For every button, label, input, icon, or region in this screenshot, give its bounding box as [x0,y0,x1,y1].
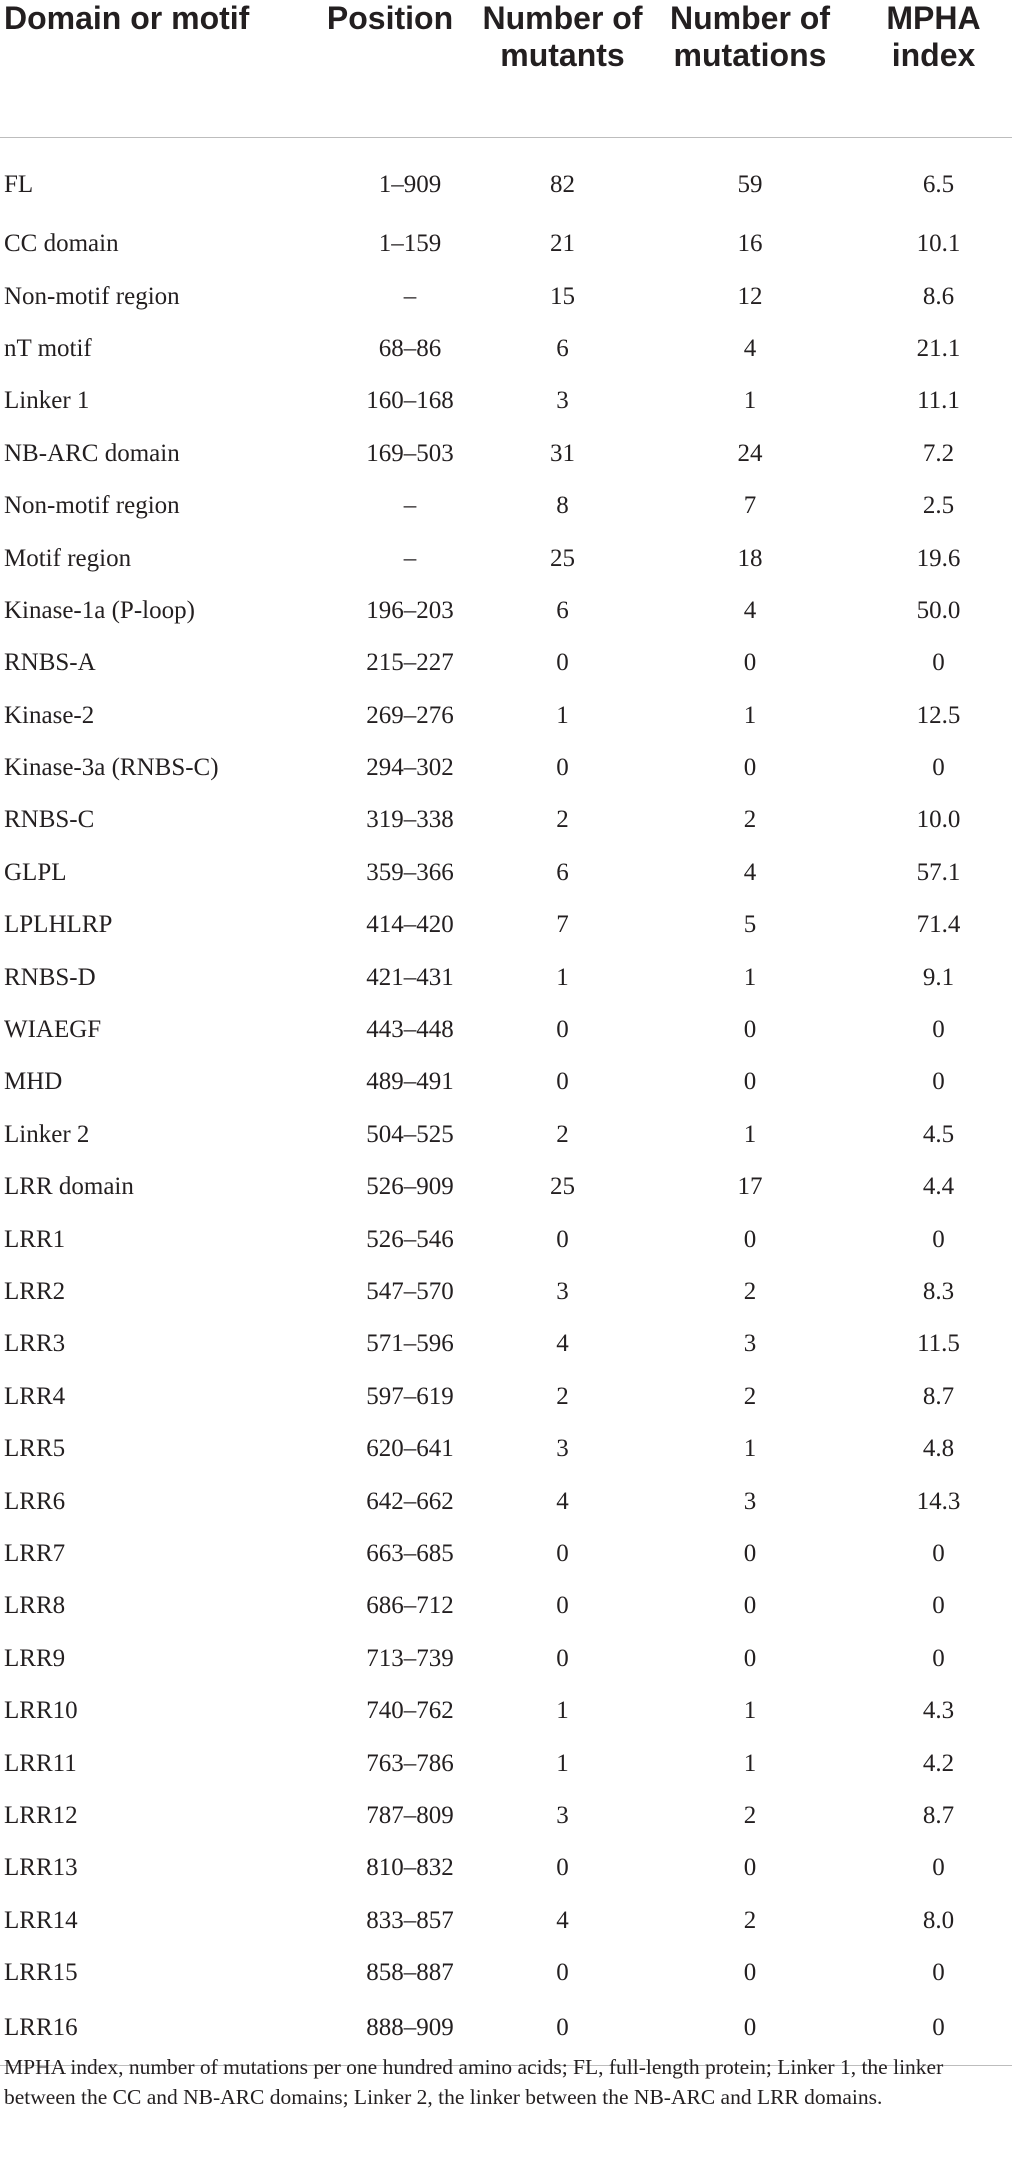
domain-cell: Kinase-1a (P-loop) [4,596,195,624]
position-cell: 294–302 [366,754,454,782]
table-row [0,847,1012,899]
table-row [0,1056,1012,1108]
mutants-cell: 1 [556,1749,569,1777]
mutations-cell: 12 [737,282,763,310]
mutations-cell: 1 [743,1697,757,1725]
mutations-cell: 1 [743,1749,757,1777]
domain-cell: LRR3 [4,1330,66,1358]
mutations-cell: 0 [743,1068,757,1096]
table-row [0,1213,1012,1265]
mutants-cell: 1 [556,701,569,729]
domain-cell: LRR10 [4,1697,78,1725]
table-row [0,1528,1012,1580]
mutations-cell: 17 [737,1173,763,1201]
mpha-cell: 19.6 [916,544,961,572]
mutants-cell: 0 [556,1016,569,1044]
mutants-cell: 2 [556,1120,569,1148]
domain-cell: LPLHLRP [4,911,113,939]
mpha-cell: 8.7 [922,1801,955,1829]
mutations-cell: 0 [743,1539,757,1567]
mutations-cell: 3 [743,1487,757,1515]
position-cell: 1–909 [378,171,442,198]
mutations-cell: 4 [743,596,757,624]
mutants-cell: 3 [556,1278,569,1305]
mutations-cell: 0 [743,754,757,782]
mpha-cell: 4.5 [922,1120,955,1148]
table-row [0,1842,1012,1894]
domain-cell: FL [4,171,34,198]
mutants-cell: 0 [556,1854,569,1882]
position-cell: 215–227 [366,649,454,677]
mpha-cell: 71.4 [916,911,961,939]
mpha-cell: 0 [855,1999,1012,2066]
domain-cell: Non-motif region [4,282,180,310]
domain-cell: LRR15 [4,1959,78,1987]
domain-cell: LRR12 [4,1801,78,1829]
mutants-cell: 31 [550,439,575,467]
mutants-cell: 2 [556,1382,569,1410]
table-row [0,1895,1012,1947]
table-row [0,480,1012,532]
position-cell: 169–503 [366,439,454,467]
mutants-cell: 0 [556,1592,569,1620]
mutations-cell: 1 [743,1435,757,1463]
mutations-cell: 0 [743,1959,757,1987]
table-row [0,1109,1012,1161]
table-row [0,138,1012,219]
mutations-cell: 2 [743,1278,757,1305]
table-row [0,1790,1012,1842]
domain-cell: LRR1 [4,1225,66,1253]
table-row [0,532,1012,584]
position-cell: 713–739 [366,1644,454,1672]
mutations-cell: 16 [737,230,763,258]
mutants-cell: 8 [556,492,569,520]
mpha-cell: 4.3 [922,1697,955,1725]
domain-cell: RNBS-D [4,963,96,991]
table-row [0,1475,1012,1527]
table-row [0,218,1012,270]
table-row [0,1004,1012,1056]
mpha-cell: 0 [932,1592,945,1620]
mutants-cell: 0 [556,1959,569,1987]
position-cell: 686–712 [366,1592,454,1620]
position-cell: 571–596 [366,1330,454,1358]
mpha-cell: 0 [932,649,945,677]
position-cell: 414–420 [366,911,454,939]
mutants-cell: 25 [550,1173,575,1201]
domain-cell: NB-ARC domain [4,439,180,467]
mutants-cell: 6 [556,858,569,886]
table-row [0,1371,1012,1423]
position-cell: 319–338 [366,806,454,834]
position-cell: 160–168 [366,387,454,415]
mutations-cell: 59 [737,171,763,198]
position-cell: 810–832 [366,1854,454,1882]
mpha-cell: 8.7 [922,1382,955,1410]
domain-cell: Linker 1 [4,387,90,415]
mutants-cell: 25 [550,544,575,572]
table-row [0,1633,1012,1685]
mpha-cell: 0 [932,1959,945,1987]
mutations-cell: 0 [743,1225,757,1253]
position-cell: 740–762 [366,1697,454,1725]
mpha-cell: 0 [932,1644,945,1672]
domain-cell: Motif region [4,544,132,572]
mutations-cell: 0 [743,649,757,677]
mutants-cell: 3 [556,1435,569,1463]
mpha-cell: 4.2 [922,1749,955,1777]
position-cell: 489–491 [366,1068,454,1096]
table-row [0,1161,1012,1213]
mpha-cell: 14.3 [916,1487,961,1515]
table-row [0,323,1012,375]
mutations-cell: 2 [743,1906,757,1934]
domain-cell: LRR9 [4,1644,66,1672]
position-cell: 269–276 [366,701,454,729]
table-row [0,794,1012,846]
table-row [0,1266,1012,1318]
mpha-cell: 10.0 [916,806,961,834]
mutants-cell: 21 [550,230,575,258]
position-cell: – [403,492,417,520]
mutations-cell: 7 [743,492,757,520]
mutations-cell: 1 [743,701,757,729]
position-cell: 833–857 [366,1906,454,1934]
mpha-cell: 4.8 [922,1435,955,1463]
domain-cell: LRR6 [4,1487,66,1515]
position-cell: – [403,282,417,310]
table-row [0,899,1012,951]
header-position: Position [300,0,480,138]
mpha-cell: 8.6 [922,282,955,310]
mpha-cell: 4.4 [922,1173,955,1201]
mpha-cell: 2.5 [922,492,955,520]
domain-cell: nT motif [4,334,92,362]
position-cell: 526–909 [366,1173,454,1201]
header-number-of-mutations: Number of mutations [645,0,855,138]
position-cell: 620–641 [366,1435,454,1463]
mutants-cell: 0 [556,1068,569,1096]
position-cell: 1–159 [378,230,442,258]
header-domain-or-motif: Domain or motif [0,0,300,138]
mutants-cell: 4 [556,1487,569,1515]
domain-cell: Kinase-3a (RNBS-C) [4,754,219,782]
position-cell: 526–546 [366,1225,454,1253]
mpha-cell: 11.5 [917,1330,960,1358]
mpha-cell: 0 [932,1016,945,1044]
domain-cell: LRR7 [4,1539,66,1567]
table-row [0,951,1012,1003]
table-row [0,270,1012,322]
position-cell: 504–525 [366,1120,454,1148]
domain-cell: RNBS-C [4,806,95,834]
mutants-cell: 0 [556,1539,569,1567]
domain-cell: LRR14 [4,1906,78,1934]
mutations-cell: 4 [743,858,757,886]
mutations-cell: 24 [737,439,763,467]
mutants-cell: 0 [556,1644,569,1672]
domain-cell: WIAEGF [4,1016,102,1044]
mutations-cell: 0 [743,1592,757,1620]
table-row [0,375,1012,427]
domain-cell: Linker 2 [4,1120,90,1148]
mpha-cell: 0 [932,1854,945,1882]
mutations-cell: 2 [743,1801,757,1829]
mutations-cell: 2 [743,1382,757,1410]
position-cell: 443–448 [366,1016,454,1044]
domain-cell: LRR4 [4,1382,66,1410]
mutations-cell: 2 [743,806,757,834]
table-footnote: MPHA index, number of mutations per one hundred amino acids; FL, full-length protein; Linker 1, the linker between the CC and NB-ARC domains; Linker 2, the linker between the NB-ARC and LRR domains. [4,2055,944,2109]
mutants-cell: 0 [556,754,569,782]
table-row [0,1947,1012,1999]
table-row [0,690,1012,742]
position-cell: 597–619 [366,1382,454,1410]
mpha-cell: 0 [932,1539,945,1567]
mutations-cell: 0 [645,1999,855,2066]
mutants-cell: 1 [556,963,569,991]
position-cell: 787–809 [366,1801,454,1829]
mpha-cell: 0 [932,754,945,782]
domain-cell: Non-motif region [4,492,180,520]
table-row [0,1737,1012,1789]
position-cell: 642–662 [366,1487,454,1515]
mutants-cell: 1 [556,1697,569,1725]
domain-cell: CC domain [4,230,119,258]
mutants-cell: 6 [556,596,569,624]
mutants-cell: 0 [556,1225,569,1253]
mutations-cell: 1 [743,387,757,415]
table-body [0,138,1012,2066]
mpha-cell: 9.1 [922,963,955,991]
mpha-cell: 8.0 [922,1906,955,1934]
domain-cell: LRR2 [4,1278,66,1305]
mutants-cell: 6 [556,334,569,362]
position-cell: 858–887 [366,1959,454,1987]
position-cell: 421–431 [366,963,454,991]
table-row [0,585,1012,637]
position-cell: 68–86 [378,334,442,362]
table-row [0,1580,1012,1632]
mpha-cell: 50.0 [916,596,961,624]
position-cell: 547–570 [366,1278,454,1305]
header-number-of-mutants: Number of mutants [480,0,645,138]
domain-cell: LRR8 [4,1592,66,1620]
mutations-cell: 0 [743,1016,757,1044]
mpha-cell: 12.5 [916,701,961,729]
mpha-cell: 7.2 [922,439,955,467]
domain-cell: RNBS-A [4,649,96,677]
mutations-cell: 1 [743,963,757,991]
mpha-cell: 8.3 [922,1278,955,1305]
position-cell: – [403,544,417,572]
mutations-cell: 5 [743,911,757,939]
mutants-cell: 2 [556,806,569,834]
domain-cell: LRR domain [4,1173,134,1201]
position-cell: 359–366 [366,858,454,886]
mutations-cell: 0 [743,1644,757,1672]
domain-cell: LRR5 [4,1435,66,1463]
mutations-cell: 4 [743,334,757,362]
table-row [0,428,1012,480]
mpha-cell: 21.1 [916,334,961,362]
domain-cell: GLPL [4,858,67,886]
mpha-cell: 57.1 [916,858,961,886]
domain-cell: LRR11 [4,1749,77,1777]
position-cell: 663–685 [366,1539,454,1567]
table-row [0,742,1012,794]
mutants-cell: 0 [480,1999,645,2066]
header-mpha-index: MPHA index [855,0,1012,138]
mpha-cell: 10.1 [916,230,961,258]
table-header-row [0,0,1012,138]
table-row [0,1685,1012,1737]
mutants-cell: 15 [550,282,575,310]
domain-cell: Kinase-2 [4,701,95,729]
domain-cell: MHD [4,1068,63,1096]
table-row [0,1318,1012,1370]
mutations-cell: 3 [743,1330,757,1358]
mutants-cell: 3 [556,387,569,415]
mutants-cell: 4 [556,1906,569,1934]
mutants-cell: 0 [556,649,569,677]
domain-cell: LRR13 [4,1854,78,1882]
mpha-cell: 11.1 [917,387,960,415]
table-row [0,1423,1012,1475]
mutants-cell: 4 [556,1330,569,1358]
mpha-cell: 0 [932,1068,945,1096]
mutants-cell: 82 [550,171,575,198]
mpha-cell: 0 [932,1225,945,1253]
mutations-cell: 18 [737,544,763,572]
mutations-cell: 0 [743,1854,757,1882]
table-row [0,637,1012,689]
mutants-cell: 7 [556,911,569,939]
position-cell: 196–203 [366,596,454,624]
domain-cell: LRR16 [0,1999,300,2066]
mutants-cell: 3 [556,1801,569,1829]
mutations-cell: 1 [743,1120,757,1148]
position-cell: 888–909 [300,1999,480,2066]
position-cell: 763–786 [366,1749,454,1777]
mpha-cell: 6.5 [922,171,955,198]
